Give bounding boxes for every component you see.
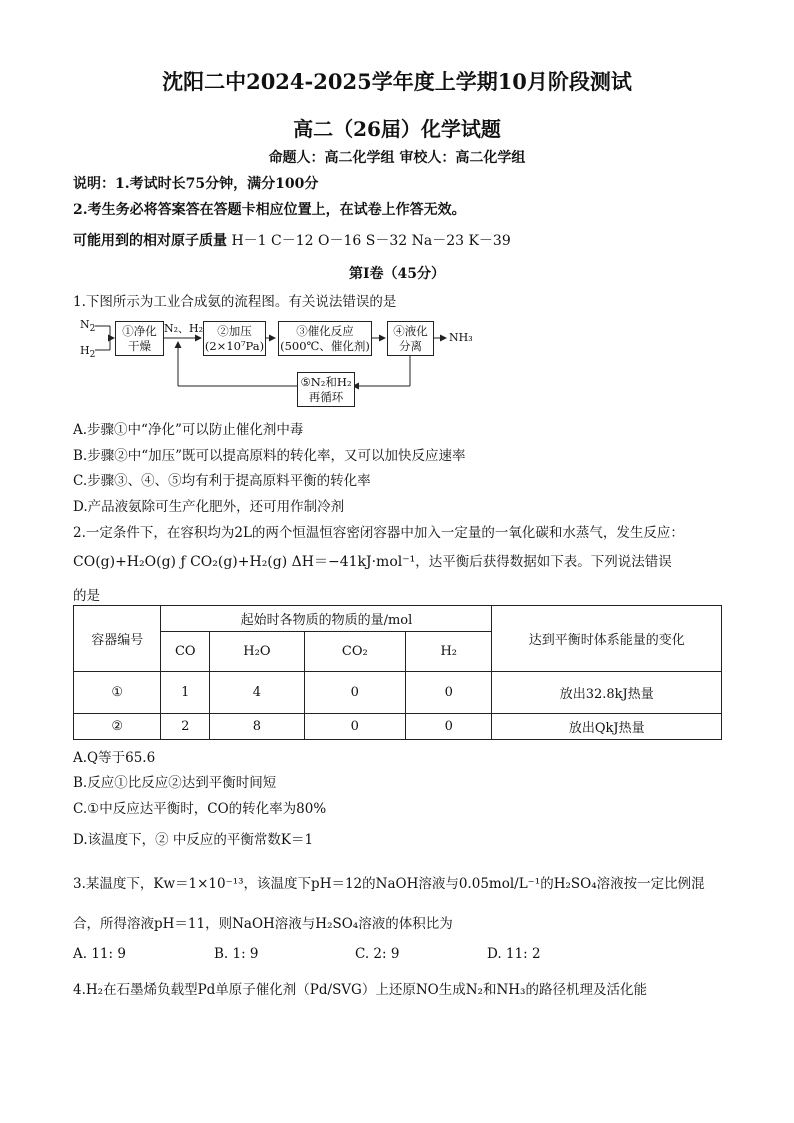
flow-box-liquefy: ④液化 分离 [387,321,434,356]
q3-option-d: D. 11: 2 [487,946,541,962]
flow-box-recycle: ⑤N₂和H₂ 再循环 [297,372,355,407]
n2-label: $N_2$ [80,318,96,334]
exam-authors: 命题人：高二化学组 审校人：高二化学组 [268,150,526,166]
flow-box-catalysis: ③催化反应 (500℃、催化剂) [278,321,372,356]
q3-option-c: C. 2: 9 [355,946,400,962]
q2-equation: CO(g)+H₂O(g) ƒ CO₂(g)+H₂(g) ΔH＝−41kJ·mol⁻¹ [73,554,416,570]
exam-title: 沈阳二中2024-2025学年度上学期10月阶段测试 [162,69,632,94]
q2-stem-end: 的是 [73,588,100,604]
cell-energy: 放出32.8kJ热量 [492,672,722,714]
q1-option-d: D.产品液氨除可生产化肥外，还可用作制冷剂 [73,499,345,515]
q3-option-b: B. 1: 9 [214,946,259,962]
cell-h2o: 4 [210,672,304,714]
q2-stem: 2.一定条件下，在容积均为2L的两个恒温恒容密闭容器中加入一定量的一氧化碳和水蒸气，发生反应： [73,525,684,541]
q2-option-c: C.①中反应达平衡时，CO的转化率为80% [73,801,327,817]
q2-data-table [73,605,722,740]
header-energy-change: 达到平衡时体系能量的变化 [492,606,722,672]
table-row [74,714,722,740]
table-row [74,672,722,714]
flow-arrows [0,0,794,420]
q1-option-a: A.步骤①中“净化”可以防止催化剂中毒 [73,422,304,438]
q1-stem: 1.下图所示为工业合成氨的流程图。有关说法错误的是 [73,294,397,310]
h2-label: $H_2$ [80,344,96,360]
q3-option-a: A. 11: 9 [73,946,126,962]
q2-option-b: B.反应①比反应②达到平衡时间短 [73,775,277,791]
flow-box-pressurize: ②加压 (2×10⁷Pa) [203,321,266,356]
cell-h2: 0 [406,714,492,740]
q1-option-c: C.步骤③、④、⑤均有利于提高原料平衡的转化率 [73,473,371,489]
q3-line-1: 3.某温度下，Kw＝1×10⁻¹³，该温度下pH＝12的NaOH溶液与0.05mol/L⁻¹的H₂SO₄溶液按一定比例混 [73,876,705,892]
q2-equation-line [73,550,672,571]
flow-box-purify: ①净化 干燥 [115,321,164,356]
cell-co2: 0 [304,672,405,714]
cell-h2: 0 [406,672,492,714]
q2-option-d: D.该温度下，② 中反应的平衡常数K＝1 [73,832,314,848]
header-initial-amounts: 起始时各物质的物质的量/mol [161,606,492,632]
cell-co: 1 [161,672,210,714]
cell-energy: 放出QkJ热量 [492,714,722,740]
nh3-product-label: NH₃ [449,331,473,344]
atomic-mass-label: 可能用到的相对原子质量 [73,233,227,249]
cell-co: 2 [161,714,210,740]
subheader-co: CO [161,632,210,672]
note-1: 说明：1.考试时长75分钟，满分100分 [73,176,319,192]
n2-h2-mid-label: N₂、H₂ [164,322,204,335]
q4-line-1: 4.H₂在石墨烯负载型Pd单原子催化剂（Pd/SVG）上还原NO生成N₂和NH₃的路径机理及活化能 [73,982,647,998]
atomic-mass-values: H－1 C－12 O－16 S－32 Na－23 K－39 [231,233,511,249]
subheader-h2: H₂ [406,632,492,672]
cell-co2: 0 [304,714,405,740]
q3-line-2: 合，所得溶液pH＝11，则NaOH溶液与H₂SO₄溶液的体积比为 [73,916,453,932]
cell-h2o: 8 [210,714,304,740]
subheader-h2o: H₂O [210,632,304,672]
subheader-co2: CO₂ [304,632,405,672]
note-2: 2.考生务必将答案答在答题卡相应位置上，在试卷上作答无效。 [73,202,466,218]
exam-subtitle: 高二（26届）化学试题 [293,117,501,141]
row-id: ② [74,714,161,740]
section-title: 第Ⅰ卷（45分） [348,266,446,282]
q1-option-b: B.步骤②中“加压”既可以提高原料的转化率，又可以加快反应速率 [73,448,466,464]
q2-equation-tail: ，达平衡后获得数据如下表。下列说法错误 [415,554,672,570]
q2-option-a: A.Q等于65.6 [73,750,156,766]
row-id: ① [74,672,161,714]
header-container: 容器编号 [74,606,161,672]
